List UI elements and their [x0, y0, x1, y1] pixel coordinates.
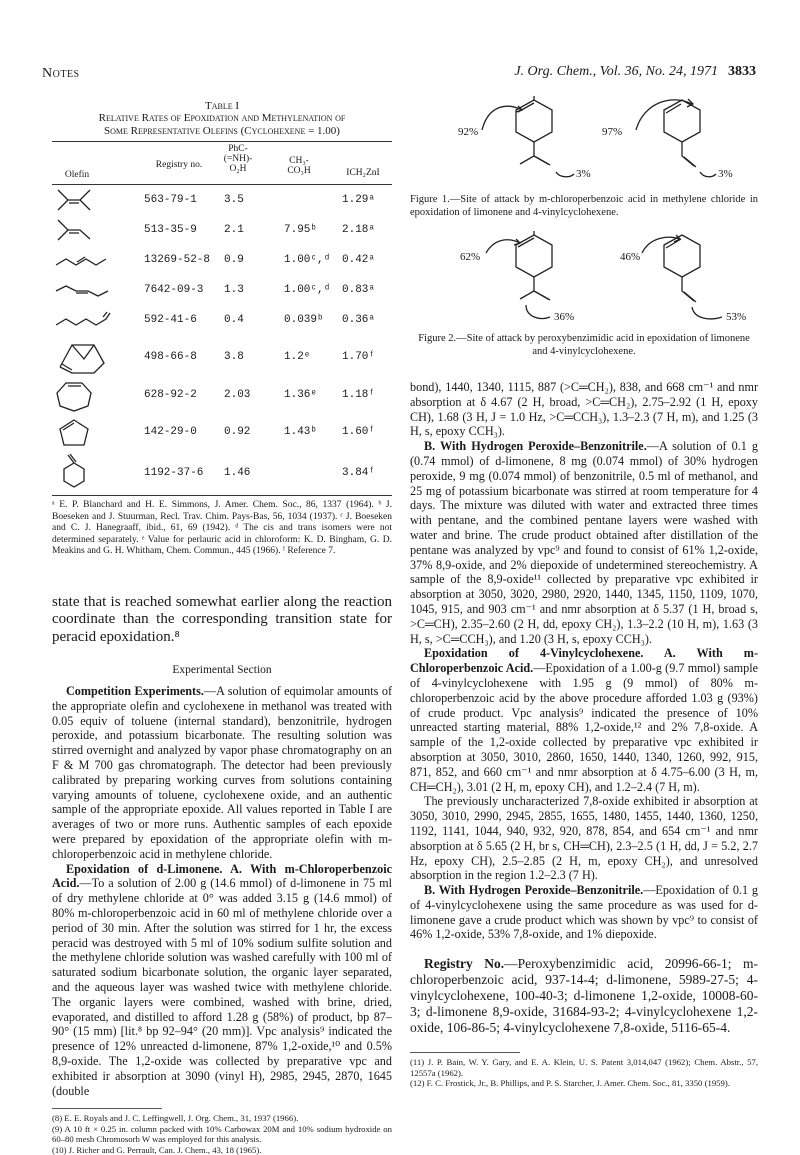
ich-value: 1.60ᶠ: [342, 426, 376, 438]
paragraph-vinylcyclohexene-b: [410, 883, 758, 942]
ich-value: 1.18ᶠ: [342, 389, 376, 401]
page-number: 3833: [728, 64, 756, 79]
methylenecyclohexane-icon: [54, 453, 114, 493]
registry-no: 1192-37-6: [144, 467, 204, 479]
phc-value: 1.46: [224, 467, 251, 479]
fig2-right-bottom-pct: 53%: [726, 311, 747, 323]
figure-1: [410, 96, 758, 188]
ch3-value: 1.36ᵉ: [284, 389, 318, 401]
norbornene-icon: [54, 337, 114, 375]
registry-no: 592-41-6: [144, 314, 197, 326]
ch3-value: 1.00ᶜ,ᵈ: [284, 284, 331, 296]
ich-value: 1.29ᵃ: [342, 194, 376, 206]
run-in-heading: Competition Experiments.: [66, 684, 204, 698]
registry-no: 628-92-2: [144, 389, 197, 401]
registry-no: 513-35-9: [144, 224, 197, 236]
col-ich: ICH₂ZnI: [346, 168, 380, 178]
table-row: [52, 415, 392, 451]
table-subtitle-1: Relative Rates of Epoxidation and Methylenation of: [98, 112, 346, 124]
registry-no: 563-79-1: [144, 194, 197, 206]
fig2-left-top-pct: 62%: [460, 251, 481, 263]
registry-no: 142-29-0: [144, 426, 197, 438]
fig2-left-bottom-pct: 36%: [554, 311, 575, 323]
paragraph-text: —To a solution of 2.00 g (14.6 mmol) of d-limonene in 75 ml of dry methylene chloride at 0° was added 3.15 g (14.6 mmol) of 80% m-chloroperbenzoic acid in 60 ml of methylene chloride over a period of 30 min. After the solution was stirred for 1 hr, the excess peracid was destroyed with 5 ml of 10% sodium sulfite solution and the methylene chloride solution was washed carefully with 100 ml of saturated sodium bicarbonate solution, the organic layer separated, and the aqueous layer was washed twice with methylene chloride. The organic layers were combined, washed with brine, dried, evaporated, and distilled to afford 1.28 g (58%) of product, bp 87–90° (15 mm) [lit.⁸ bp 92–94° (20 mm)]. Vpc analysis⁹ indicated the presence of 12% unreacted d-limonene, 87% 1,2-oxide,¹⁰ and 0.5% 8,9-oxide. The 1,2-oxide was collected by preparative vpc and exhibited ir absorption at 3090 (vinyl H), 2985, 2945, 2870, 1645 (double: [52, 876, 392, 1098]
cycloheptene-icon: [54, 379, 114, 413]
col-olefin: Olefin: [64, 170, 90, 180]
fig2-right-top-pct: 46%: [620, 251, 641, 263]
run-in-heading: B. With Hydrogen Peroxide–Benzonitrile.: [424, 439, 647, 454]
trimethylethylene-icon: [54, 217, 114, 243]
run-in-heading: Epoxidation of 4-Vinylcyclohexene. A. With m-Chloroperbenzoic Acid.: [410, 646, 758, 676]
table-row: [52, 185, 392, 215]
footnote-rule: [410, 1052, 520, 1053]
paragraph-text: —Epoxidation of a 1.00-g (9.7 mmol) sample of 4-vinylcyclohexene with 1.95 g (9 mmol) of 80% m-chloroperbenzoic acid by the above procedure afforded 1.03 g (93%) of crude product. Vpc analysis⁹ indicated the presence of 10% unreacted starting material, 88% 1,2-oxide,¹² and 2% 7,8-oxide. A sample of the 1,2-oxide collected by preparative vpc exhibited ir absorption at 3050, 3010, 2860, 1650, 1440, 1340, 1260, 992, 915, 871, 852, and 660 cm⁻¹ and nmr absorption at δ 4.75–6.00 (3 H, m, CH═CH₂), 3.01 (2 H, m, epoxy CH), and 1.2–2.4 (7 H, m).: [410, 661, 758, 794]
footnote-12: (12) F. C. Frostick, Jr., B. Phillips, and P. S. Starcher, J. Amer. Chem. Soc., 81, 3350 (1959).: [410, 1078, 730, 1089]
table-row: [52, 377, 392, 415]
ch3-value: 0.039ᵇ: [284, 314, 324, 326]
paragraph-text: —A solution of equimolar amounts of the appropriate olefin and cyclohexene in methanol was treated with 0.05 equiv of toluene (internal standard), benzonitrile, hydrogen peroxide, and potassium bicarbonate. The resulting solution was stirred overnight and analyzed by vapor phase chromatography on an F & M 700 gas chromatograph. The detector had been previously calibrated by preparing working curves from solutions containing varying amounts of toluene, cyclohexene oxide, and an authentic sample of the appropriate epoxide. All values reported in Table I are averages of two or more runs. Authentic samples of each epoxide were prepared by epoxidation of the appropriate olefin with m-chloroperbenzoic acid in methylene chloride.: [52, 684, 392, 861]
fig1-left-bottom-pct: 3%: [576, 168, 591, 180]
running-head-right: [514, 64, 756, 80]
table-body: [52, 185, 392, 495]
ich-value: 3.84ᶠ: [342, 467, 376, 479]
intro-paragraph: state that is reached somewhat earlier along the reaction coordinate than the corresponding transition state for peracid epoxidation.⁸: [52, 593, 392, 645]
table-row: [52, 245, 392, 275]
tetramethylethylene-icon: [54, 187, 114, 213]
col-phc: PhC-(=NH)-O₂H: [223, 144, 253, 174]
ich-value: 0.42ᵃ: [342, 254, 376, 266]
phc-value: 2.1: [224, 224, 244, 236]
table-bottom-rule: [52, 495, 392, 496]
left-column: [52, 96, 392, 1155]
paragraph-vinylcyclohexene-a: [410, 646, 758, 794]
ch3-value: 1.2ᵉ: [284, 351, 311, 363]
run-in-heading: Registry No.: [424, 956, 505, 972]
fig1-left-top-pct: 92%: [458, 126, 479, 138]
footnote-11: (11) J. P. Bain, W. Y. Gary, and E. A. Klein, U. S. Patent 3,014,047 (1962); Chem. Abstr., 57, 12557a (1962).: [410, 1057, 758, 1078]
phc-value: 2.03: [224, 389, 251, 401]
running-head-left: Notes: [42, 66, 80, 81]
paragraph-continued: bond), 1440, 1340, 1115, 887 (>C═CH₂), 838, and 668 cm⁻¹ and nmr absorption at δ 4.67 (2 H, broad, >C═CH₂), 2.75–2.92 (1 H, epoxy CH), 1.68 (3 H, J = 1.0 Hz, >C═CCH₃), 1.3–2.3 (7 H, m), and 1.25 (3 H, s, epoxy CCH₃).: [410, 380, 758, 439]
right-column: [410, 96, 758, 1089]
run-in-heading: B. With Hydrogen Peroxide–Benzonitrile.: [424, 883, 644, 898]
ich-value: 0.36ᵃ: [342, 314, 376, 326]
table-title: Table I: [204, 100, 240, 112]
ch3-value: 1.00ᶜ,ᵈ: [284, 254, 331, 266]
ch3-value: 7.95ᵇ: [284, 224, 318, 236]
phc-value: 0.9: [224, 254, 244, 266]
journal-citation: J. Org. Chem., Vol. 36, No. 24, 1971: [514, 64, 718, 79]
footnote-9: (9) A 10 ft × 0.25 in. column packed with 10% Carbowax 20M and 10% sodium hydroxide on 60–80 mesh Chromosorb W was employed for this analysis.: [52, 1123, 392, 1145]
phc-value: 0.4: [224, 314, 244, 326]
phc-value: 3.5: [224, 194, 244, 206]
footnote-rule: [52, 1108, 162, 1109]
paragraph-limonene: [52, 862, 392, 1099]
cis-olefin-icon: [54, 247, 114, 273]
paragraph-limonene-b: [410, 439, 758, 646]
paragraph-text: —Epoxidation of 0.1 g of 4-vinylcyclohexene using the same procedure as was used for d-limonene gave a crude product which was shown by vpc⁹ to consist of 46% 1,2-oxide, 53% 7,8-oxide, and 1% diepoxide.: [410, 883, 759, 942]
phc-value: 3.8: [224, 351, 244, 363]
run-in-heading: Epoxidation of d-Limonene. A. With m-Chloroperbenzoic Acid.: [52, 861, 392, 891]
terminal-olefin-icon: [54, 307, 114, 333]
registry-no: 498-66-8: [144, 351, 197, 363]
table-header: [52, 142, 392, 184]
table-row: [52, 451, 392, 495]
table-row: [52, 215, 392, 245]
fig1-right-bottom-pct: 3%: [718, 168, 733, 180]
footnote-8: (8) E. E. Royals and J. C. Leffingwell, J. Org. Chem., 31, 1937 (1966).: [52, 1113, 299, 1124]
ch3-value: 1.43ᵇ: [284, 426, 318, 438]
table-row: [52, 305, 392, 335]
col-ch3: CH₃-CO₃H: [287, 156, 311, 176]
paragraph-text: —A solution of 0.1 g (0.74 mmol) of d-limonene, 8 mg (0.074 mmol) of 30% hydrogen peroxide, 9 mg (0.074 mmol) of benzonitrile, 0.5 ml of methanol, and 25 mg of potassium bicarbonate was stirred at room temperature for 4 days. The mixture was diluted with water and extracted three times with pentane, and the combined pentane layers were washed with water and brine. The crude product obtained after distillation of the pentane was analyzed by vpc⁹ and found to consist of 61% 1,2-oxide, 37% 8,9-oxide, and 2% diepoxide of undetermined stereochemistry. A sample of the 8,9-oxide¹¹ collected by preparative vpc exhibited ir absorption at 3050, 3020, 2980, 2920, 1440, 1345, 1150, 1109, 1070, 1045, 915, and 903 cm⁻¹ and nmr absorption at δ 5.37 (1 H, broad s, >C═CH), 2.35–2.60 (2 H, dd, epoxy CH₂), 1.3–2.2 (10 H, m), 1.63 (3 H, s, >C═CCH₃), and 1.20 (3 H, s, epoxy CCH₃).: [410, 439, 758, 646]
phc-value: 1.3: [224, 284, 244, 296]
registry-no: 13269-52-8: [144, 254, 211, 266]
table-footnotes: ᵃ E. P. Blanchard and H. E. Simmons, J. Amer. Chem. Soc., 86, 1337 (1964). ᵇ J. Boeseken and J. Stuurman, Recl. Trav. Chim. Pays-Bas, 56, 1034 (1937). ᶜ J. Boeseken and C. J. Hanegraaff, ibid., 61, 69 (1942). ᵈ The cis and trans isomers were not determined separately. ᵉ Value for perlauric acid in chloroform: K. D. Bingham, G. D. Meakins and G. H. Whitham, Chem. Commun., 445 (1966). ᶠ Reference 7.: [52, 500, 392, 556]
cyclopentene-icon: [54, 417, 114, 449]
figure-1-caption: Figure 1.—Site of attack by m-chloroperbenzoic acid in methylene chloride in epoxidation of limonene and 4-vinylcyclohexene.: [410, 194, 758, 218]
col-registry: Registry no.: [155, 160, 203, 170]
ich-value: 0.83ᵃ: [342, 284, 376, 296]
table-subtitle-2: Some Representative Olefins (Cyclohexene = 1.00): [104, 125, 340, 137]
footnote-10: (10) J. Richer and G. Perrault, Can. J. Chem., 43, 18 (1965).: [52, 1144, 262, 1155]
ich-value: 1.70ᶠ: [342, 351, 376, 363]
paragraph-7-8-oxide: The previously uncharacterized 7,8-oxide exhibited ir absorption at 3050, 3010, 2990, 2945, 2855, 1655, 1480, 1455, 1440, 1360, 1250, 1192, 1141, 1044, 940, 932, 920, 878, 854, and 654 cm⁻¹ and nmr absorption at δ 5.65 (2 H, br s, CH═CH), 2.3–2.5 (1 H, dd, J = 5.2, 2.7 Hz, epoxy CH), 2.5–2.85 (2 H, m, epoxy CH₂), and unresolved absorption in the region 1.2–2.3 (7 H).: [410, 794, 758, 883]
figure-2: [410, 231, 758, 323]
fig1-right-top-pct: 97%: [602, 126, 623, 138]
ich-value: 2.18ᵃ: [342, 224, 376, 236]
table-row: [52, 275, 392, 305]
table-row: [52, 335, 392, 377]
registry-no: 7642-09-3: [144, 284, 204, 296]
paragraph-competition: [52, 684, 392, 862]
paragraph-text: —Peroxybenzimidic acid, 20996-66-1; m-chloroperbenzoic acid, 937-14-4; d-limonene, 5989-27-5; 4-vinylcyclohexene, 100-40-3; d-limonene 1,2-oxide, 10008-60-3; d-limonene 8,9-oxide, 31684-93-2; 4-vinylcyclohexene 1,2-oxide, 106-86-5; 4-vinylcyclohexene 7,8-oxide, 5116-65-4.: [410, 956, 758, 1036]
section-heading: Experimental Section: [172, 664, 272, 676]
figure-2-structures: [410, 231, 758, 323]
registry-paragraph: [410, 956, 758, 1036]
figure-2-caption: Figure 2.—Site of attack by peroxybenzimidic acid in epoxidation of limonene and 4-vinylcyclohexene.: [418, 333, 750, 357]
phc-value: 0.92: [224, 426, 251, 438]
trans-olefin-icon: [54, 277, 114, 303]
